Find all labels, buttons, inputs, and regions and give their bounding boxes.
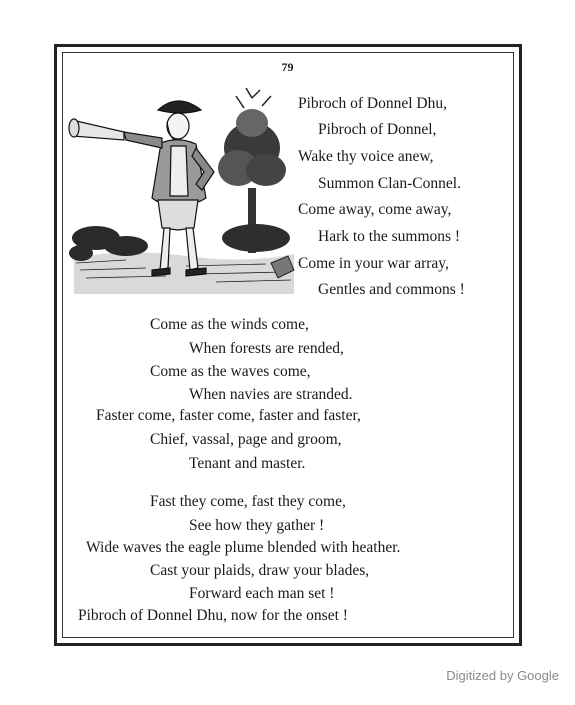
verse-line: Faster come, faster come, faster and faster, — [96, 407, 361, 424]
page-number: 79 — [281, 60, 294, 74]
verse-line: Pibroch of Donnel Dhu, — [298, 95, 447, 112]
verse-line: Tenant and master. — [189, 455, 306, 472]
woodcut-illustration — [66, 88, 298, 294]
verse-line: Cast your plaids, draw your blades, — [150, 562, 370, 579]
verse-line: Fast they come, fast they come, — [150, 493, 346, 510]
verse-line: Wide waves the eagle plume blended with heather. — [86, 539, 401, 556]
verse-line: Hark to the summons ! — [318, 228, 461, 245]
digitization-credit: Digitized by Google — [446, 668, 559, 683]
verse-line: Pibroch of Donnel, — [318, 121, 437, 138]
verse-line: When navies are stranded. — [189, 386, 353, 403]
verse-line: Chief, vassal, page and groom, — [150, 431, 342, 448]
verse-line: See how they gather ! — [189, 517, 325, 534]
verse-line: Wake thy voice anew, — [298, 148, 434, 165]
verse-line: Summon Clan-Connel. — [318, 175, 461, 192]
verse-line: Come as the winds come, — [150, 316, 309, 333]
verse-line: Come as the waves come, — [150, 363, 311, 380]
verse-line: Forward each man set ! — [189, 585, 335, 602]
verse-line: When forests are rended, — [189, 340, 344, 357]
verse-line: Gentles and commons ! — [318, 281, 465, 298]
verse-line: Pibroch of Donnel Dhu, now for the onset ! — [78, 607, 348, 624]
verse-line: Come away, come away, — [298, 201, 452, 218]
verse-line: Come in your war array, — [298, 255, 449, 272]
